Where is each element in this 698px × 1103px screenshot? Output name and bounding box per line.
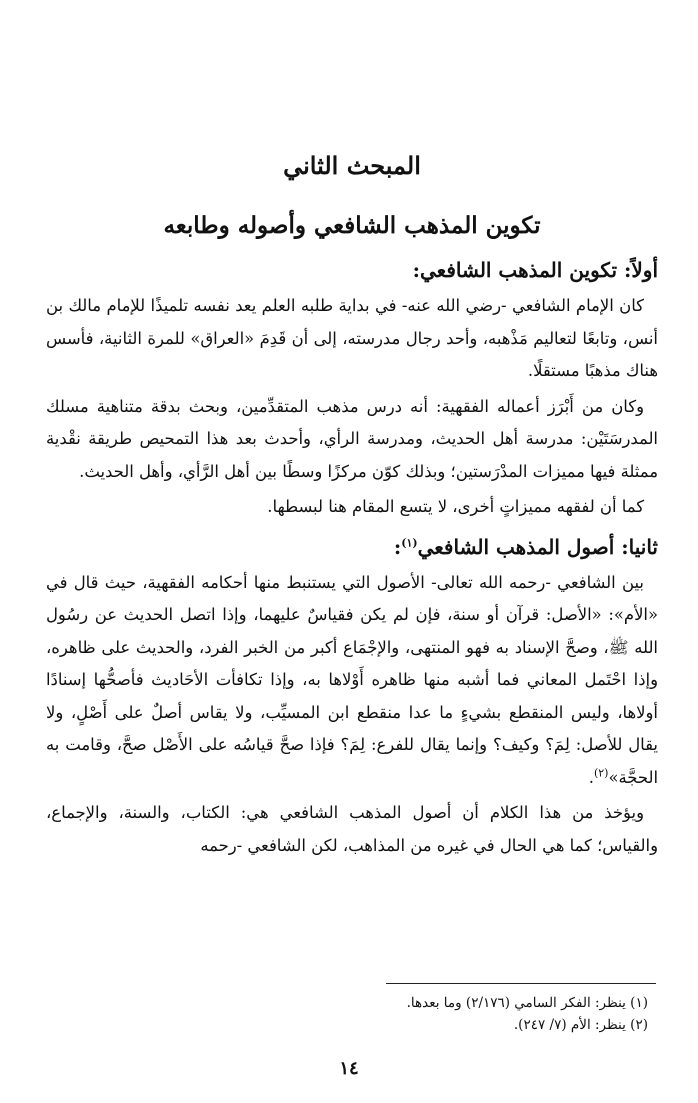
footnote-2: (٢) ينظر: الأم (٧/ ٢٤٧). [513, 1017, 648, 1033]
page-number: ١٤ [339, 1058, 359, 1079]
page-body [46, 150, 658, 865]
footnote-ref-1: (١) [401, 535, 418, 549]
paragraph-4-end: . [588, 767, 594, 787]
part2-heading-colon: : [393, 534, 402, 559]
footnotes [46, 992, 658, 1036]
part2-heading [46, 532, 658, 563]
footnote-divider [386, 983, 656, 984]
part1-heading: أولاً: تكوين المذهب الشافعي: [412, 258, 658, 283]
paragraph-4 [46, 567, 658, 795]
section-title: تكوين المذهب الشافعي وأصوله وطابعه [163, 212, 541, 240]
paragraph-3: كما أن لفقهه مميزاتٍ أخرى، لا يتسع المقام هنا لبسطها. [267, 497, 644, 517]
footnote-ref-2: (٢) [593, 766, 609, 780]
footnote-1: (١) ينظر: الفكر السامي (٢/١٧٦) وما بعدها. [406, 995, 648, 1011]
paragraph-5: ويؤخذ من هذا الكلام أن أصول المذهب الشافعي هي: الكتاب، والسنة، والإجماع، والقياس؛ كما هي الحال في غيره من المذاهب، لكن الشافعي -رحمه [46, 803, 658, 855]
paragraph-2: وكان من أَبْرَز أعماله الفقهية: أنه درس مذهب المتقدِّمين، وبحث بدقة متناهية مسلك المدرسَتَيْن: مدرسة أهل الحديث، ومدرسة الرأي، وأحدث بعد هذا التمحيص طريقة نقْدية ممثلة فيها مميزات المدْرَستين؛ وبذلك كوّن مركزًا وسطًا بين أهل الرَّأي، وأهل الحديث. [46, 396, 658, 481]
chapter-title: المبحث الثاني [283, 151, 421, 180]
paragraph-4-text: بين الشافعي -رحمه الله تعالى- الأصول التي يستنبط منها أحكامه الفقهية، حيث قال في «الأم»: «الأصل: قرآن أو سنة، فإن لم يكن فقياسٌ عليهما، وإذا اتصل الحديث عن رسُول الله ﷺ، وصحَّ الإسناد به فهو المنتهى، والإجْمَاع أكبر من الخبر الفرد، والحديث على ظاهره، وإذا احْتَمل المعاني فما أشبه منها ظاهره أَوْلاها به، وإذا تكافأت الأحَاديث فأصحُّها إسنادًا أولاها، وليس المنقطع بشيءٍ ما عدا منقطع ابن المسيِّب، ولا يقاس أصلٌ على أَصْلٍ، ولا يقال للأصل: لِمَ؟ وكيف؟ وإنما يقال للفرع: لِمَ؟ فإذا صحَّ قياسُه على الأَصْل صحَّ، وقامت به الحجَّة» [46, 572, 658, 787]
part2-heading-text: ثانيا: أصول المذهب الشافعي [417, 534, 658, 559]
paragraph-1: كان الإمام الشافعي -رضي الله عنه- في بداية طلبه العلم يعد نفسه تلميذًا للإمام مالك بن أنس، وتابعًا لتعاليم مَذْهبه، وأحد رجال مدرسته، إلى أن قَدِمَ «العراق» للمرة الثانية، فأسس هناك مذهبًا مستقلًا. [46, 296, 658, 381]
